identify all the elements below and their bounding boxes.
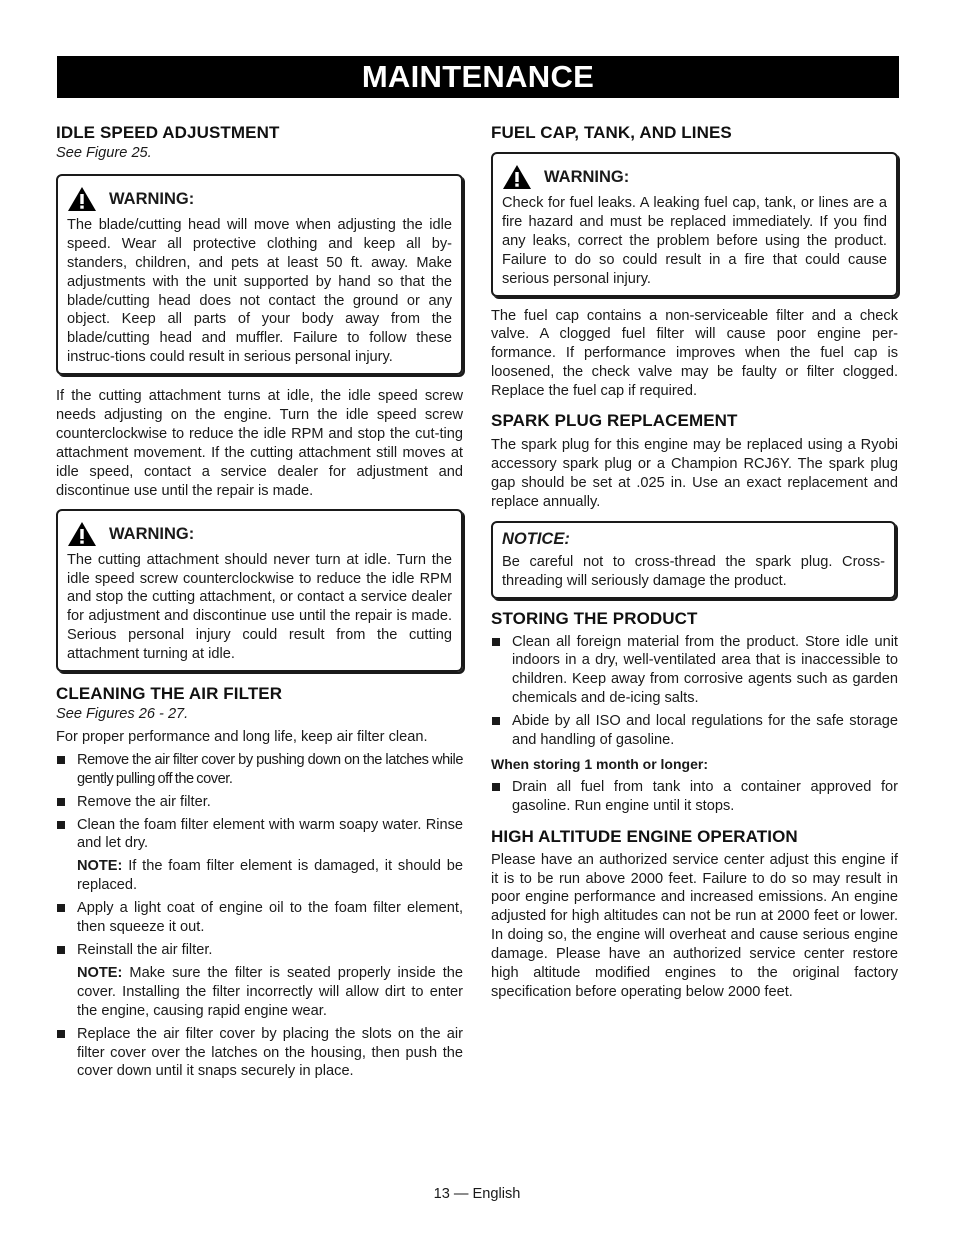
warning-label: WARNING: — [544, 168, 630, 186]
warning-text: The cutting attachment should never turn at idle. Turn the idle speed screw counterclockwise to reduce the idle RPM and stop the cutting attachment, or contact a service dealer for adjustment and discontinue use until the repair is made. Serious personal injury could result from the cutting attachment turning at idle. — [67, 551, 452, 663]
notice-box — [491, 521, 896, 599]
bullet-list — [56, 751, 463, 854]
list-item: Drain all fuel from tank into a container approved for gasoline. Run engine until it stops. — [491, 778, 898, 816]
warning-label: WARNING: — [109, 189, 195, 208]
warning-text: Check for fuel leaks. A leaking fuel cap, tank, or lines are a fire hazard and must be replaced immediately. If you find any leaks, correct the problem before using the product. Failure to do so could result in a fire that could cause serious personal injury. — [502, 195, 887, 287]
paragraph: The fuel cap contains a non-serviceable filter and a check valve. A clogged fuel filter will cause poor engine per-formance. If performance improves when the fuel cap is loosened, the check valve may be faulty or filter clogged. Replace the fuel cap if required. — [491, 307, 898, 400]
page-banner: MAINTENANCE — [57, 56, 899, 98]
warning-text: The blade/cutting head will move when adjusting the idle speed. Wear all protective clothing and keep all by-standers, children, and pets at least 50 ft. away. Make adjustments with the unit supported by hand so that the blade/cutting head does not contact the ground or any object. Keep all parts of your body away from the blade/cutting head and muffler. Failure to follow these instruc-tions could result in serious personal injury. — [67, 216, 452, 366]
bullet-square-icon — [57, 946, 65, 954]
section-title-idle-speed: IDLE SPEED ADJUSTMENT — [56, 123, 280, 142]
section-title-storing: STORING THE PRODUCT — [491, 608, 698, 628]
bullet-square-icon — [57, 756, 65, 764]
notice-header — [502, 529, 885, 549]
warning-label: WARNING: — [109, 524, 195, 543]
warning-header — [67, 521, 452, 547]
right-column — [491, 123, 898, 1002]
list-item: Remove the air filter cover by pushing down on the latches while gently pulling off the cover. — [56, 751, 463, 789]
notice-label: NOTICE: — [502, 529, 570, 548]
warning-header — [67, 186, 452, 212]
bullet-square-icon — [57, 904, 65, 912]
list-item: Reinstall the air filter. — [56, 941, 463, 960]
bullet-list — [491, 633, 898, 750]
list-item: Clean all foreign material from the product. Store idle unit indoors in a dry, well-ventilated area that is inaccessible to children. Keep away from corrosive agents such as garden chemicals and de-icing salts. — [491, 633, 898, 709]
bullet-square-icon — [57, 798, 65, 806]
warning-box — [56, 509, 463, 672]
list-item: Abide by all ISO and local regulations for the safe storage and handling of gasoline. — [491, 712, 898, 750]
bullet-square-icon — [492, 717, 500, 725]
warning-box — [491, 152, 898, 297]
list-item: Clean the foam filter element with warm soapy water. Rinse and let dry. — [56, 816, 463, 854]
section-title-high-altitude: HIGH ALTITUDE ENGINE OPERATION — [491, 826, 798, 846]
bullet-square-icon — [492, 783, 500, 791]
list-item: Replace the air filter cover by placing the slots on the air filter cover over the latches on the housing, then push the cover down until it snaps securely in place. — [56, 1025, 463, 1082]
paragraph: Please have an authorized service center adjust this engine if it is to be run above 2000 feet. Failure to do so may result in poor engine performance and increased emissions. An engine adjusted for high altitudes can not be run at 2000 feet or lower. In doing so, the engine will overheat and cause serious engine damage. Please have an authorized service center restore high altitude modified engines to the original factory specification before operating below 2000 feet. — [491, 851, 898, 1000]
figure-reference: See Figures 26 - 27. — [56, 706, 189, 723]
section-title-fuel: FUEL CAP, TANK, AND LINES — [491, 123, 732, 142]
bullet-square-icon — [57, 1030, 65, 1038]
warning-box — [56, 174, 463, 375]
warning-triangle-icon — [502, 164, 532, 190]
section-title-air-filter: CLEANING THE AIR FILTER — [56, 684, 283, 704]
bullet-list — [56, 899, 463, 960]
note: NOTE: If the foam filter element is damaged, it should be replaced. — [77, 858, 463, 894]
paragraph: If the cutting attachment turns at idle, the idle speed screw needs adjusting on the engine. Turn the idle speed screw counterclockwise to reduce the idle RPM and stop the cut-ting attachment movement. If the cutting attachment still moves at idle speed, contact a service dealer for adjustment and discontinue use until the repair is made. — [56, 388, 463, 499]
paragraph: For proper performance and long life, keep air filter clean. — [56, 728, 428, 745]
list-item: Remove the air filter. — [56, 793, 463, 812]
bullet-square-icon — [492, 638, 500, 646]
note: NOTE: Make sure the filter is seated properly inside the cover. Installing the filter incorrectly will allow dirt to enter the engine, causing rapid engine wear. — [77, 964, 463, 1019]
bullet-square-icon — [57, 821, 65, 829]
warning-triangle-icon — [67, 521, 97, 547]
left-column — [56, 123, 463, 1081]
warning-triangle-icon — [67, 186, 97, 212]
list-item: Apply a light coat of engine oil to the foam filter element, then squeeze it out. — [56, 899, 463, 937]
section-title-spark-plug: SPARK PLUG REPLACEMENT — [491, 411, 738, 431]
warning-header — [502, 164, 887, 190]
notice-text: Be careful not to cross-thread the spark plug. Cross-threading will seriously damage the product. — [502, 553, 885, 589]
bullet-list — [491, 778, 898, 816]
paragraph: The spark plug for this engine may be replaced using a Ryobi accessory spark plug or a Champion RCJ6Y. The spark plug gap should be set at .025 in. Use an exact replacement and replace annually. — [491, 437, 898, 510]
subheading: When storing 1 month or longer: — [491, 755, 708, 772]
page-footer: 13 — English — [433, 1186, 521, 1202]
bullet-list — [56, 1025, 463, 1082]
figure-reference: See Figure 25. — [56, 145, 152, 161]
